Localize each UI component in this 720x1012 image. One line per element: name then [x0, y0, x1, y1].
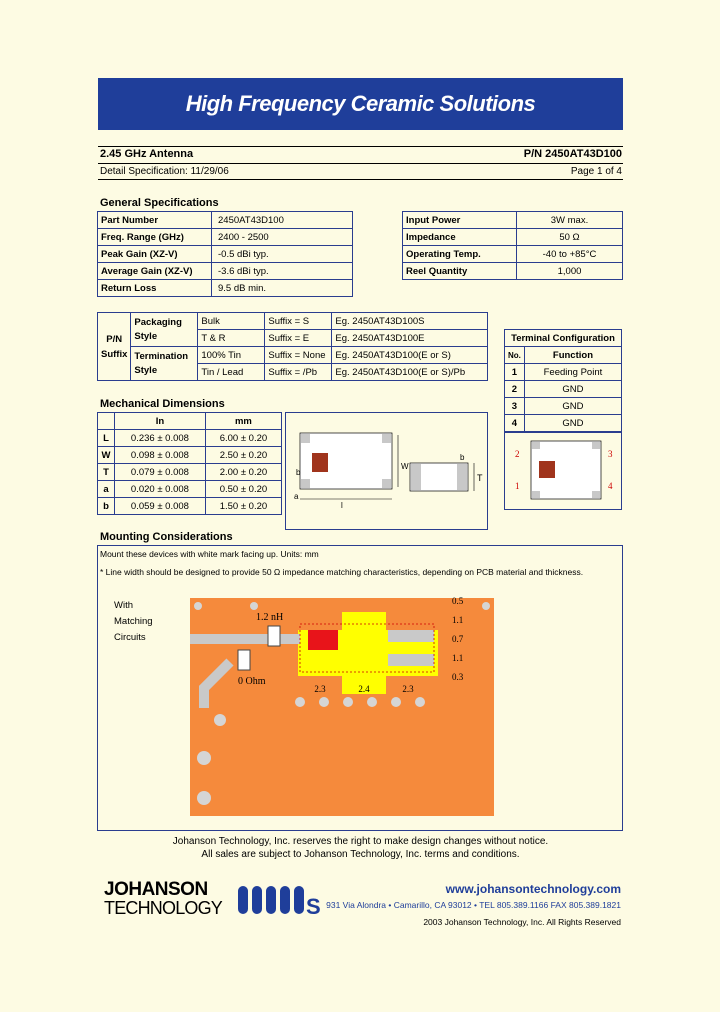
terminal-mark: [539, 461, 555, 478]
dim-in-value: 0.236: [130, 432, 155, 444]
spec-label: Freq. Range (GHz): [98, 229, 212, 246]
suffix-example: Eg. 2450AT43D100E: [332, 330, 488, 347]
dim-right: 1.1: [452, 653, 464, 663]
dim-in: [115, 498, 206, 515]
terminal-pad: [532, 442, 540, 449]
terminal-col-function: Function: [524, 347, 621, 364]
terminal-pad: [532, 491, 540, 498]
terminal-no: 4: [505, 415, 525, 432]
suffix-table: [97, 312, 488, 381]
pin-label: 2: [515, 449, 520, 459]
terminal-no: 1: [505, 364, 525, 381]
spec-label: Return Loss: [98, 280, 212, 297]
dim-bottom: 2.3: [314, 684, 326, 694]
suffix-style: Tin / Lead: [198, 364, 265, 381]
suffix-style: T & R: [198, 330, 265, 347]
pin-label: 4: [608, 481, 613, 491]
table-row: [505, 330, 622, 347]
dim-label-a: a: [294, 492, 299, 501]
general-spec-right-table: [402, 211, 623, 280]
table-row: [98, 212, 353, 229]
table-row: [505, 381, 622, 398]
dim-in: [115, 464, 206, 481]
dim-mm-tol: ± 0.20: [240, 500, 268, 512]
col-mm: mm: [205, 413, 281, 430]
terminal-title: Terminal Configuration: [505, 330, 622, 347]
spec-value: 3W max.: [517, 212, 623, 229]
suffix-example: Eg. 2450AT43D100(E or S)/Pb: [332, 364, 488, 381]
header-rule-bottom: [98, 179, 623, 180]
spec-label: Part Number: [98, 212, 212, 229]
logo-bar: [252, 886, 262, 914]
company-logo: [104, 880, 222, 918]
spec-value: 9.5 dB min.: [212, 280, 353, 297]
dim-in-value: 0.059: [130, 500, 155, 512]
mechanical-title: Mechanical Dimensions: [100, 398, 225, 410]
table-row: [505, 347, 622, 364]
gnd-gap: [388, 630, 434, 642]
dim-bottom: 2.4: [358, 684, 370, 694]
spec-value: -0.5 dBi typ.: [212, 246, 353, 263]
table-row: [98, 498, 282, 515]
chip-pad: [382, 479, 391, 488]
terminal-no: 2: [505, 381, 525, 398]
dim-label-w: W: [401, 462, 409, 471]
product-name: 2.45 GHz Antenna: [100, 148, 194, 160]
pin-label: 1: [515, 481, 520, 491]
dim-in-tol: ± 0.008: [157, 483, 189, 495]
pin-label: 3: [608, 449, 613, 459]
header-rule-top: [98, 146, 623, 147]
dim-mm-tol: ± 0.20: [240, 449, 268, 461]
table-row: [98, 430, 282, 447]
dim-mm-tol: ± 0.20: [240, 466, 268, 478]
table-row: [505, 398, 622, 415]
suffix-example: Eg. 2450AT43D100S: [332, 313, 488, 330]
dim-symbol: L: [98, 430, 115, 447]
notice-line-1: Johanson Technology, Inc. reserves the right to make design changes without notice.: [172, 836, 549, 847]
via: [214, 714, 226, 726]
company-address: 931 Via Alondra • Camarillo, CA 93012 • TEL 805.389.1166 FAX 805.389.1821: [326, 900, 621, 910]
table-row: [98, 280, 353, 297]
resistor-label: 0 Ohm: [238, 676, 266, 687]
logo-line-2: TECHNOLOGY: [104, 898, 223, 918]
table-row: [505, 364, 622, 381]
via: [415, 697, 425, 707]
chip-side-pad: [411, 464, 421, 490]
mechanical-drawing-svg: [286, 413, 487, 529]
terminal-diagram: [504, 432, 622, 510]
terminal-function: GND: [524, 398, 621, 415]
dim-right: 0.5: [452, 596, 464, 606]
table-row: [403, 229, 623, 246]
chip-pad: [301, 479, 310, 488]
spec-label: Peak Gain (XZ-V): [98, 246, 212, 263]
table-row: [403, 263, 623, 280]
dim-right: 0.7: [452, 634, 464, 644]
terminal-function: GND: [524, 381, 621, 398]
suffix-example: Eg. 2450AT43D100(E or S): [332, 347, 488, 364]
mechanical-drawing: [285, 412, 488, 530]
dim-mm-value: 6.00: [219, 432, 239, 444]
bottom-dimensions: [298, 684, 430, 694]
terminal-col-no: No.: [505, 347, 525, 364]
page-indicator: Page 1 of 4: [570, 166, 622, 177]
keepout: [386, 612, 438, 630]
spec-value: 2400 - 2500: [212, 229, 353, 246]
spec-value: 2450AT43D100: [212, 212, 353, 229]
table-row: [98, 313, 488, 330]
dim-in-value: 0.020: [130, 483, 155, 495]
keepout: [298, 612, 342, 630]
dim-mm-value: 2.00: [219, 466, 239, 478]
dim-mm: [205, 481, 281, 498]
banner-title: High Frequency Ceramic Solutions: [185, 91, 536, 116]
spec-label: Impedance: [403, 229, 517, 246]
dim-in: [115, 481, 206, 498]
inductor-component: [268, 626, 280, 646]
spec-label: Average Gain (XZ-V): [98, 263, 212, 280]
table-row: [98, 263, 353, 280]
via: [367, 697, 377, 707]
feed-line: [190, 634, 300, 644]
spec-label: Operating Temp.: [403, 246, 517, 263]
chip-orientation-mark: [312, 453, 328, 472]
dim-label-l: l: [341, 501, 343, 510]
chip-pad: [382, 434, 391, 443]
via: [194, 602, 202, 610]
terminal-config-table: [504, 329, 622, 432]
copyright: 2003 Johanson Technology, Inc. All Rights Reserved: [423, 917, 621, 927]
table-row: [98, 481, 282, 498]
dim-right: 0.3: [452, 672, 464, 682]
table-row: [403, 212, 623, 229]
chip-pad: [301, 434, 310, 443]
via: [343, 697, 353, 707]
dim-in-value: 0.079: [130, 466, 155, 478]
via: [197, 791, 211, 805]
dim-symbol: W: [98, 447, 115, 464]
table-row: [98, 413, 282, 430]
via: [319, 697, 329, 707]
spec-value: 50 Ω: [517, 229, 623, 246]
suffix-style: Bulk: [198, 313, 265, 330]
suffix-style: 100% Tin: [198, 347, 265, 364]
inductor-label: 1.2 nH: [256, 612, 284, 623]
dim-in-tol: ± 0.008: [157, 449, 189, 461]
terminal-no: 3: [505, 398, 525, 415]
logo-waves: [238, 886, 304, 914]
dim-symbol: a: [98, 481, 115, 498]
dim-label-t: T: [477, 473, 483, 483]
dim-mm-tol: ± 0.20: [240, 483, 268, 495]
logo-s: S: [306, 894, 321, 919]
dim-in-value: 0.098: [130, 449, 155, 461]
dim-in: [115, 430, 206, 447]
detail-spec: Detail Specification: 11/29/06: [100, 166, 229, 177]
suffix-code: Suffix = None: [265, 347, 332, 364]
general-spec-title: General Specifications: [100, 197, 219, 209]
dim-mm-value: 0.50: [219, 483, 239, 495]
table-row: [98, 246, 353, 263]
pn-suffix-label: P/N Suffix: [98, 313, 131, 381]
dim-mm: [205, 498, 281, 515]
table-row: [403, 246, 623, 263]
suffix-code: Suffix = S: [265, 313, 332, 330]
dim-mm: [205, 464, 281, 481]
dim-in-tol: ± 0.008: [157, 466, 189, 478]
gnd-gap: [388, 654, 434, 666]
terminal-function: GND: [524, 415, 621, 432]
mounting-panel: [97, 545, 623, 831]
table-row: [505, 415, 622, 432]
resistor-component: [238, 650, 250, 670]
notice-line-2: All sales are subject to Johanson Technology, Inc. terms and conditions.: [201, 849, 520, 860]
via: [295, 697, 305, 707]
spec-value: 1,000: [517, 263, 623, 280]
chip-side-pad: [457, 464, 467, 490]
spec-value: -3.6 dBi typ.: [212, 263, 353, 280]
terminal-function: Feeding Point: [524, 364, 621, 381]
spec-value: -40 to +85°C: [517, 246, 623, 263]
table-row: [98, 447, 282, 464]
part-number-header: P/N 2450AT43D100: [523, 148, 622, 160]
mounting-title: Mounting Considerations: [100, 531, 233, 543]
table-row: [98, 347, 488, 364]
logo-graphic: [236, 884, 321, 920]
termination-style-label: Termination Style: [131, 347, 198, 381]
logo-bar: [294, 886, 304, 914]
banner: [98, 78, 623, 130]
spec-label: Input Power: [403, 212, 517, 229]
logo-line-1: JOHANSON: [104, 879, 208, 900]
table-row: [98, 229, 353, 246]
logo-bar: [280, 886, 290, 914]
dim-label-b: b: [296, 468, 301, 477]
dim-mm-tol: ± 0.20: [240, 432, 268, 444]
matching-circuits-label: With Matching Circuits: [114, 600, 153, 643]
dim-in: [115, 447, 206, 464]
dim-label-b2: b: [460, 453, 465, 462]
feed-pad: [308, 630, 338, 650]
dim-bottom: 2.3: [402, 684, 414, 694]
mounting-note-1: Mount these devices with white mark facing up. Units: mm: [100, 549, 319, 559]
website-link[interactable]: www.johansontechnology.com: [445, 882, 621, 896]
terminal-pad: [592, 442, 600, 449]
suffix-code: Suffix = E: [265, 330, 332, 347]
table-row: [98, 464, 282, 481]
dim-symbol: T: [98, 464, 115, 481]
terminal-diagram-svg: [505, 433, 621, 509]
via: [250, 602, 258, 610]
dim-in-tol: ± 0.008: [157, 500, 189, 512]
terminal-pad: [592, 491, 600, 498]
dim-mm: [205, 447, 281, 464]
col-in: In: [115, 413, 206, 430]
packaging-style-label: Packaging Style: [131, 313, 198, 347]
via: [391, 697, 401, 707]
dim-mm: [205, 430, 281, 447]
dim-in-tol: ± 0.008: [157, 432, 189, 444]
mounting-note-2: * Line width should be designed to provide 50 Ω impedance matching characteristics, depending on PCB material and thickness.: [100, 567, 584, 577]
dim-mm-value: 1.50: [219, 500, 239, 512]
suffix-code: Suffix = /Pb: [265, 364, 332, 381]
dim-mm-value: 2.50: [219, 449, 239, 461]
general-spec-left-table: [97, 211, 353, 297]
spec-label: Reel Quantity: [403, 263, 517, 280]
logo-bar: [266, 886, 276, 914]
header-rule-mid: [98, 163, 623, 164]
logo-bar: [238, 886, 248, 914]
right-dimensions: [440, 592, 494, 687]
dim-symbol: b: [98, 498, 115, 515]
mechanical-table: [97, 412, 282, 515]
dim-right: 1.1: [452, 615, 464, 625]
via: [197, 751, 211, 765]
